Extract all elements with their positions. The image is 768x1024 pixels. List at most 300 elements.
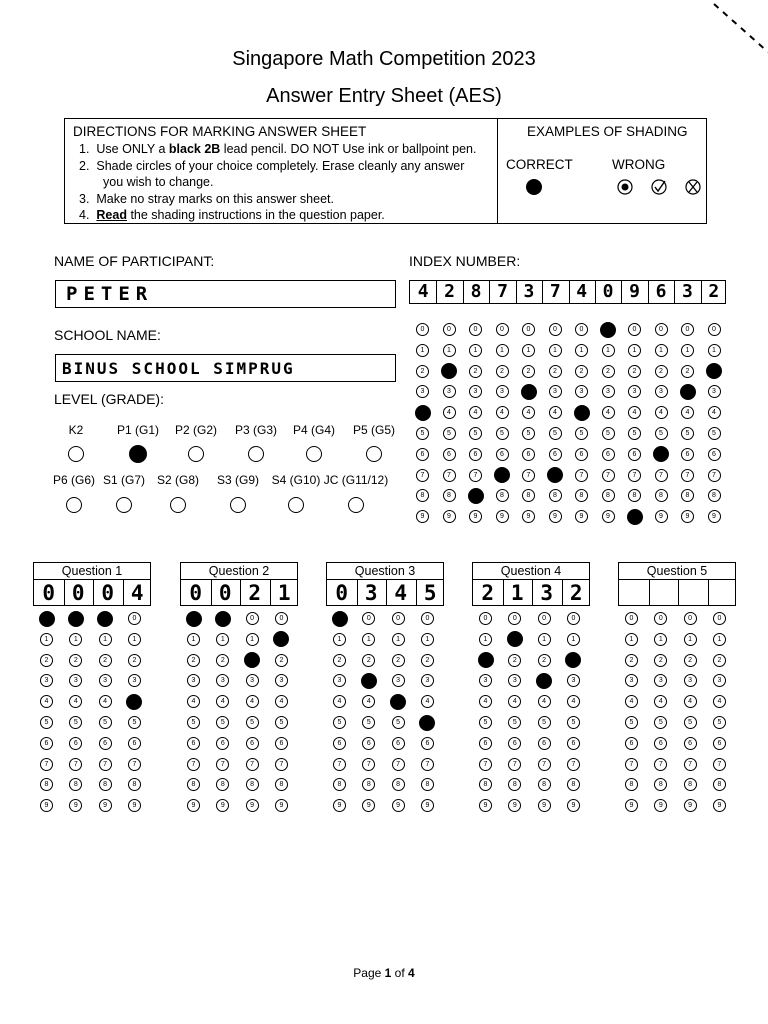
answer-bubble-0[interactable]: 0: [128, 612, 141, 625]
answer-bubble-7[interactable]: 7: [538, 758, 551, 771]
index-bubble-9[interactable]: 9: [522, 510, 535, 523]
answer-bubble-8[interactable]: 8: [421, 778, 434, 791]
index-bubble-6[interactable]: 6: [549, 448, 562, 461]
answer-bubble-2[interactable]: 2: [69, 654, 82, 667]
answer-bubble-2[interactable]: 2: [538, 654, 551, 667]
answer-bubble-6[interactable]: 6: [508, 737, 521, 750]
answer-bubble-4[interactable]: 4: [713, 695, 726, 708]
answer-bubble-0[interactable]: 0: [275, 612, 288, 625]
answer-bubble-6[interactable]: 6: [654, 737, 667, 750]
answer-bubble-3[interactable]: 3: [421, 674, 434, 687]
answer-bubble-8[interactable]: 8: [333, 778, 346, 791]
index-bubble-6[interactable]: 6: [628, 448, 641, 461]
answer-bubble-5[interactable]: 5: [392, 716, 405, 729]
index-bubble-5[interactable]: 5: [416, 427, 429, 440]
answer-bubble-6[interactable]: 6: [246, 737, 259, 750]
answer-bubble-8[interactable]: 8: [99, 778, 112, 791]
index-bubble-2[interactable]: 2: [469, 365, 482, 378]
answer-bubble-7[interactable]: 7: [99, 758, 112, 771]
answer-bubble-3[interactable]: 3: [40, 674, 53, 687]
answer-bubble-2[interactable]: [244, 652, 260, 668]
answer-bubble-6[interactable]: 6: [625, 737, 638, 750]
index-bubble-4[interactable]: 4: [708, 406, 721, 419]
answer-bubble-6[interactable]: 6: [567, 737, 580, 750]
answer-bubble-4[interactable]: [390, 694, 406, 710]
answer-bubble-5[interactable]: 5: [508, 716, 521, 729]
index-bubble-1[interactable]: 1: [522, 344, 535, 357]
answer-bubble-2[interactable]: 2: [684, 654, 697, 667]
answer-bubble-8[interactable]: 8: [40, 778, 53, 791]
answer-bubble-6[interactable]: 6: [684, 737, 697, 750]
answer-bubble-0[interactable]: [97, 611, 113, 627]
answer-bubble-0[interactable]: 0: [392, 612, 405, 625]
answer-bubble-6[interactable]: 6: [479, 737, 492, 750]
index-bubble-0[interactable]: 0: [708, 323, 721, 336]
answer-bubble-1[interactable]: 1: [246, 633, 259, 646]
answer-bubble-6[interactable]: 6: [216, 737, 229, 750]
answer-bubble-6[interactable]: 6: [333, 737, 346, 750]
answer-bubble-4[interactable]: 4: [69, 695, 82, 708]
answer-bubble-0[interactable]: 0: [246, 612, 259, 625]
answer-bubble-7[interactable]: 7: [567, 758, 580, 771]
answer-bubble-4[interactable]: 4: [216, 695, 229, 708]
answer-bubble-2[interactable]: 2: [421, 654, 434, 667]
answer-bubble-2[interactable]: 2: [508, 654, 521, 667]
answer-bubble-2[interactable]: 2: [654, 654, 667, 667]
answer-bubble-5[interactable]: 5: [333, 716, 346, 729]
answer-bubble-8[interactable]: 8: [392, 778, 405, 791]
answer-bubble-4[interactable]: 4: [246, 695, 259, 708]
index-bubble-6[interactable]: 6: [602, 448, 615, 461]
index-bubble-5[interactable]: 5: [496, 427, 509, 440]
index-bubble-8[interactable]: 8: [549, 489, 562, 502]
index-bubble-4[interactable]: 4: [681, 406, 694, 419]
index-bubble-3[interactable]: 3: [628, 385, 641, 398]
index-bubble-6[interactable]: 6: [496, 448, 509, 461]
answer-bubble-5[interactable]: 5: [362, 716, 375, 729]
index-bubble-4[interactable]: 4: [655, 406, 668, 419]
answer-bubble-7[interactable]: 7: [684, 758, 697, 771]
index-bubble-4[interactable]: 4: [496, 406, 509, 419]
index-bubble-4[interactable]: 4: [628, 406, 641, 419]
answer-bubble-3[interactable]: 3: [333, 674, 346, 687]
answer-bubble-2[interactable]: 2: [40, 654, 53, 667]
index-bubble-1[interactable]: 1: [655, 344, 668, 357]
question-answer-box[interactable]: [33, 579, 151, 606]
answer-bubble-5[interactable]: 5: [567, 716, 580, 729]
index-bubble-3[interactable]: 3: [655, 385, 668, 398]
index-bubble-9[interactable]: [627, 509, 643, 525]
level-bubble[interactable]: [68, 446, 84, 462]
answer-bubble-2[interactable]: 2: [99, 654, 112, 667]
answer-bubble-8[interactable]: 8: [684, 778, 697, 791]
index-bubble-8[interactable]: 8: [708, 489, 721, 502]
answer-bubble-0[interactable]: 0: [421, 612, 434, 625]
index-bubble-7[interactable]: [547, 467, 563, 483]
answer-bubble-2[interactable]: 2: [128, 654, 141, 667]
answer-bubble-6[interactable]: 6: [69, 737, 82, 750]
index-bubble-8[interactable]: [468, 488, 484, 504]
answer-bubble-4[interactable]: 4: [479, 695, 492, 708]
index-bubble-5[interactable]: 5: [443, 427, 456, 440]
answer-bubble-7[interactable]: 7: [187, 758, 200, 771]
answer-bubble-4[interactable]: 4: [684, 695, 697, 708]
answer-bubble-2[interactable]: 2: [216, 654, 229, 667]
answer-bubble-6[interactable]: 6: [99, 737, 112, 750]
answer-bubble-4[interactable]: 4: [187, 695, 200, 708]
answer-bubble-0[interactable]: [332, 611, 348, 627]
index-bubble-8[interactable]: 8: [628, 489, 641, 502]
question-answer-box[interactable]: [472, 579, 590, 606]
answer-bubble-1[interactable]: 1: [421, 633, 434, 646]
answer-bubble-9[interactable]: 9: [275, 799, 288, 812]
answer-bubble-1[interactable]: 1: [625, 633, 638, 646]
index-bubble-0[interactable]: 0: [681, 323, 694, 336]
answer-bubble-9[interactable]: 9: [508, 799, 521, 812]
answer-bubble-5[interactable]: 5: [99, 716, 112, 729]
answer-bubble-8[interactable]: 8: [713, 778, 726, 791]
index-bubble-6[interactable]: 6: [469, 448, 482, 461]
answer-bubble-4[interactable]: [126, 694, 142, 710]
answer-bubble-5[interactable]: 5: [713, 716, 726, 729]
answer-bubble-3[interactable]: 3: [275, 674, 288, 687]
index-bubble-6[interactable]: 6: [575, 448, 588, 461]
index-bubble-3[interactable]: [680, 384, 696, 400]
index-bubble-8[interactable]: 8: [681, 489, 694, 502]
index-bubble-4[interactable]: 4: [602, 406, 615, 419]
index-bubble-3[interactable]: 3: [443, 385, 456, 398]
answer-bubble-4[interactable]: 4: [275, 695, 288, 708]
index-bubble-6[interactable]: [653, 446, 669, 462]
index-bubble-9[interactable]: 9: [549, 510, 562, 523]
index-bubble-0[interactable]: 0: [549, 323, 562, 336]
level-bubble[interactable]: [129, 445, 147, 463]
index-bubble-6[interactable]: 6: [708, 448, 721, 461]
answer-bubble-9[interactable]: 9: [246, 799, 259, 812]
answer-bubble-3[interactable]: 3: [246, 674, 259, 687]
index-bubble-7[interactable]: 7: [522, 469, 535, 482]
index-bubble-2[interactable]: [706, 363, 722, 379]
answer-bubble-2[interactable]: [478, 652, 494, 668]
answer-bubble-2[interactable]: [565, 652, 581, 668]
answer-bubble-7[interactable]: 7: [654, 758, 667, 771]
answer-bubble-5[interactable]: 5: [69, 716, 82, 729]
answer-bubble-1[interactable]: 1: [713, 633, 726, 646]
index-bubble-5[interactable]: 5: [575, 427, 588, 440]
answer-bubble-5[interactable]: 5: [625, 716, 638, 729]
answer-bubble-3[interactable]: 3: [508, 674, 521, 687]
name-field[interactable]: [55, 280, 396, 308]
index-bubble-0[interactable]: 0: [443, 323, 456, 336]
answer-bubble-0[interactable]: 0: [508, 612, 521, 625]
index-bubble-4[interactable]: 4: [549, 406, 562, 419]
answer-bubble-1[interactable]: 1: [99, 633, 112, 646]
answer-bubble-5[interactable]: [419, 715, 435, 731]
answer-bubble-2[interactable]: 2: [275, 654, 288, 667]
answer-bubble-3[interactable]: 3: [99, 674, 112, 687]
answer-bubble-1[interactable]: [273, 631, 289, 647]
index-bubble-0[interactable]: 0: [469, 323, 482, 336]
answer-bubble-1[interactable]: 1: [333, 633, 346, 646]
index-bubble-7[interactable]: 7: [469, 469, 482, 482]
level-bubble[interactable]: [366, 446, 382, 462]
answer-bubble-0[interactable]: 0: [567, 612, 580, 625]
answer-bubble-7[interactable]: 7: [362, 758, 375, 771]
answer-bubble-9[interactable]: 9: [654, 799, 667, 812]
index-bubble-5[interactable]: 5: [681, 427, 694, 440]
answer-bubble-3[interactable]: 3: [567, 674, 580, 687]
index-bubble-6[interactable]: 6: [443, 448, 456, 461]
index-bubble-4[interactable]: 4: [522, 406, 535, 419]
answer-bubble-8[interactable]: 8: [128, 778, 141, 791]
index-bubble-6[interactable]: 6: [522, 448, 535, 461]
answer-bubble-1[interactable]: 1: [69, 633, 82, 646]
index-bubble-9[interactable]: 9: [708, 510, 721, 523]
index-bubble-2[interactable]: 2: [655, 365, 668, 378]
index-bubble-4[interactable]: 4: [469, 406, 482, 419]
answer-bubble-3[interactable]: 3: [128, 674, 141, 687]
index-bubble-4[interactable]: [574, 405, 590, 421]
answer-bubble-0[interactable]: [215, 611, 231, 627]
answer-bubble-4[interactable]: 4: [421, 695, 434, 708]
index-bubble-9[interactable]: 9: [575, 510, 588, 523]
answer-bubble-1[interactable]: 1: [684, 633, 697, 646]
question-answer-box[interactable]: [618, 579, 736, 606]
answer-bubble-1[interactable]: 1: [392, 633, 405, 646]
index-bubble-2[interactable]: 2: [522, 365, 535, 378]
answer-bubble-0[interactable]: 0: [713, 612, 726, 625]
index-bubble-7[interactable]: 7: [628, 469, 641, 482]
answer-bubble-6[interactable]: 6: [40, 737, 53, 750]
answer-bubble-6[interactable]: 6: [538, 737, 551, 750]
index-bubble-0[interactable]: 0: [628, 323, 641, 336]
index-bubble-8[interactable]: 8: [575, 489, 588, 502]
answer-bubble-9[interactable]: 9: [216, 799, 229, 812]
index-bubble-0[interactable]: 0: [575, 323, 588, 336]
answer-bubble-0[interactable]: 0: [654, 612, 667, 625]
answer-bubble-3[interactable]: 3: [69, 674, 82, 687]
answer-bubble-4[interactable]: 4: [40, 695, 53, 708]
answer-bubble-5[interactable]: 5: [538, 716, 551, 729]
index-bubble-3[interactable]: 3: [416, 385, 429, 398]
answer-bubble-0[interactable]: 0: [684, 612, 697, 625]
answer-bubble-7[interactable]: 7: [713, 758, 726, 771]
question-answer-box[interactable]: [180, 579, 298, 606]
index-bubble-2[interactable]: 2: [549, 365, 562, 378]
answer-bubble-0[interactable]: 0: [479, 612, 492, 625]
index-bubble-0[interactable]: 0: [416, 323, 429, 336]
level-bubble[interactable]: [66, 497, 82, 513]
answer-bubble-4[interactable]: 4: [99, 695, 112, 708]
answer-bubble-1[interactable]: 1: [654, 633, 667, 646]
index-bubble-5[interactable]: 5: [655, 427, 668, 440]
index-bubble-5[interactable]: 5: [602, 427, 615, 440]
answer-bubble-1[interactable]: 1: [216, 633, 229, 646]
index-bubble-9[interactable]: 9: [655, 510, 668, 523]
answer-bubble-7[interactable]: 7: [625, 758, 638, 771]
answer-bubble-9[interactable]: 9: [333, 799, 346, 812]
index-bubble-1[interactable]: 1: [575, 344, 588, 357]
index-bubble-5[interactable]: 5: [549, 427, 562, 440]
index-bubble-7[interactable]: 7: [602, 469, 615, 482]
index-bubble-1[interactable]: 1: [416, 344, 429, 357]
answer-bubble-5[interactable]: 5: [275, 716, 288, 729]
answer-bubble-1[interactable]: 1: [187, 633, 200, 646]
index-bubble-7[interactable]: 7: [708, 469, 721, 482]
question-answer-box[interactable]: [326, 579, 444, 606]
answer-bubble-4[interactable]: 4: [654, 695, 667, 708]
answer-bubble-8[interactable]: 8: [479, 778, 492, 791]
index-bubble-7[interactable]: 7: [443, 469, 456, 482]
answer-bubble-6[interactable]: 6: [421, 737, 434, 750]
answer-bubble-4[interactable]: 4: [625, 695, 638, 708]
answer-bubble-6[interactable]: 6: [275, 737, 288, 750]
index-bubble-4[interactable]: [415, 405, 431, 421]
index-bubble-7[interactable]: 7: [681, 469, 694, 482]
index-bubble-0[interactable]: 0: [655, 323, 668, 336]
answer-bubble-9[interactable]: 9: [392, 799, 405, 812]
answer-bubble-6[interactable]: 6: [187, 737, 200, 750]
answer-bubble-0[interactable]: [39, 611, 55, 627]
index-bubble-7[interactable]: 7: [655, 469, 668, 482]
index-bubble-9[interactable]: 9: [602, 510, 615, 523]
answer-bubble-5[interactable]: 5: [246, 716, 259, 729]
answer-bubble-7[interactable]: 7: [275, 758, 288, 771]
answer-bubble-8[interactable]: 8: [654, 778, 667, 791]
answer-bubble-0[interactable]: 0: [538, 612, 551, 625]
level-bubble[interactable]: [116, 497, 132, 513]
answer-bubble-9[interactable]: 9: [479, 799, 492, 812]
index-bubble-6[interactable]: 6: [681, 448, 694, 461]
school-field[interactable]: [55, 354, 396, 382]
index-bubble-0[interactable]: 0: [522, 323, 535, 336]
answer-bubble-8[interactable]: 8: [187, 778, 200, 791]
level-bubble[interactable]: [188, 446, 204, 462]
answer-bubble-2[interactable]: 2: [625, 654, 638, 667]
answer-bubble-8[interactable]: 8: [625, 778, 638, 791]
index-bubble-9[interactable]: 9: [496, 510, 509, 523]
index-bubble-5[interactable]: 5: [628, 427, 641, 440]
level-bubble[interactable]: [248, 446, 264, 462]
answer-bubble-7[interactable]: 7: [69, 758, 82, 771]
answer-bubble-9[interactable]: 9: [128, 799, 141, 812]
answer-bubble-1[interactable]: 1: [567, 633, 580, 646]
index-number-box[interactable]: [409, 280, 726, 304]
answer-bubble-7[interactable]: 7: [246, 758, 259, 771]
answer-bubble-0[interactable]: 0: [362, 612, 375, 625]
answer-bubble-7[interactable]: 7: [333, 758, 346, 771]
index-bubble-2[interactable]: 2: [575, 365, 588, 378]
index-bubble-3[interactable]: 3: [708, 385, 721, 398]
answer-bubble-0[interactable]: [68, 611, 84, 627]
index-bubble-8[interactable]: 8: [443, 489, 456, 502]
answer-bubble-5[interactable]: 5: [216, 716, 229, 729]
index-bubble-9[interactable]: 9: [469, 510, 482, 523]
index-bubble-2[interactable]: 2: [681, 365, 694, 378]
answer-bubble-8[interactable]: 8: [508, 778, 521, 791]
answer-bubble-2[interactable]: 2: [713, 654, 726, 667]
answer-bubble-8[interactable]: 8: [362, 778, 375, 791]
index-bubble-1[interactable]: 1: [681, 344, 694, 357]
answer-bubble-5[interactable]: 5: [187, 716, 200, 729]
answer-bubble-9[interactable]: 9: [538, 799, 551, 812]
index-bubble-2[interactable]: [441, 363, 457, 379]
index-bubble-8[interactable]: 8: [655, 489, 668, 502]
answer-bubble-6[interactable]: 6: [713, 737, 726, 750]
index-bubble-5[interactable]: 5: [469, 427, 482, 440]
index-bubble-1[interactable]: 1: [628, 344, 641, 357]
index-bubble-2[interactable]: 2: [416, 365, 429, 378]
index-bubble-1[interactable]: 1: [443, 344, 456, 357]
answer-bubble-7[interactable]: 7: [40, 758, 53, 771]
answer-bubble-0[interactable]: 0: [625, 612, 638, 625]
answer-bubble-3[interactable]: 3: [625, 674, 638, 687]
answer-bubble-4[interactable]: 4: [538, 695, 551, 708]
answer-bubble-3[interactable]: 3: [479, 674, 492, 687]
index-bubble-5[interactable]: 5: [522, 427, 535, 440]
index-bubble-2[interactable]: 2: [602, 365, 615, 378]
answer-bubble-2[interactable]: 2: [392, 654, 405, 667]
index-bubble-3[interactable]: [521, 384, 537, 400]
answer-bubble-7[interactable]: 7: [392, 758, 405, 771]
answer-bubble-9[interactable]: 9: [69, 799, 82, 812]
answer-bubble-5[interactable]: 5: [40, 716, 53, 729]
index-bubble-8[interactable]: 8: [602, 489, 615, 502]
answer-bubble-8[interactable]: 8: [275, 778, 288, 791]
index-bubble-3[interactable]: 3: [469, 385, 482, 398]
answer-bubble-2[interactable]: 2: [362, 654, 375, 667]
index-bubble-8[interactable]: 8: [416, 489, 429, 502]
answer-bubble-6[interactable]: 6: [362, 737, 375, 750]
answer-bubble-3[interactable]: [361, 673, 377, 689]
answer-bubble-9[interactable]: 9: [567, 799, 580, 812]
answer-bubble-1[interactable]: [507, 631, 523, 647]
answer-bubble-4[interactable]: 4: [362, 695, 375, 708]
answer-bubble-9[interactable]: 9: [713, 799, 726, 812]
answer-bubble-5[interactable]: 5: [479, 716, 492, 729]
answer-bubble-9[interactable]: 9: [625, 799, 638, 812]
index-bubble-8[interactable]: 8: [522, 489, 535, 502]
index-bubble-0[interactable]: [600, 322, 616, 338]
answer-bubble-6[interactable]: 6: [392, 737, 405, 750]
answer-bubble-4[interactable]: 4: [333, 695, 346, 708]
answer-bubble-6[interactable]: 6: [128, 737, 141, 750]
index-bubble-1[interactable]: 1: [469, 344, 482, 357]
answer-bubble-3[interactable]: 3: [713, 674, 726, 687]
index-bubble-3[interactable]: 3: [575, 385, 588, 398]
answer-bubble-2[interactable]: 2: [187, 654, 200, 667]
answer-bubble-9[interactable]: 9: [421, 799, 434, 812]
answer-bubble-7[interactable]: 7: [421, 758, 434, 771]
answer-bubble-1[interactable]: 1: [128, 633, 141, 646]
level-bubble[interactable]: [288, 497, 304, 513]
index-bubble-9[interactable]: 9: [443, 510, 456, 523]
answer-bubble-7[interactable]: 7: [479, 758, 492, 771]
index-bubble-1[interactable]: 1: [496, 344, 509, 357]
index-bubble-7[interactable]: 7: [416, 469, 429, 482]
answer-bubble-9[interactable]: 9: [99, 799, 112, 812]
answer-bubble-1[interactable]: 1: [479, 633, 492, 646]
answer-bubble-3[interactable]: 3: [684, 674, 697, 687]
index-bubble-3[interactable]: 3: [549, 385, 562, 398]
answer-bubble-8[interactable]: 8: [246, 778, 259, 791]
answer-bubble-9[interactable]: 9: [362, 799, 375, 812]
index-bubble-3[interactable]: 3: [602, 385, 615, 398]
answer-bubble-9[interactable]: 9: [40, 799, 53, 812]
answer-bubble-5[interactable]: 5: [684, 716, 697, 729]
index-bubble-2[interactable]: 2: [496, 365, 509, 378]
level-bubble[interactable]: [230, 497, 246, 513]
